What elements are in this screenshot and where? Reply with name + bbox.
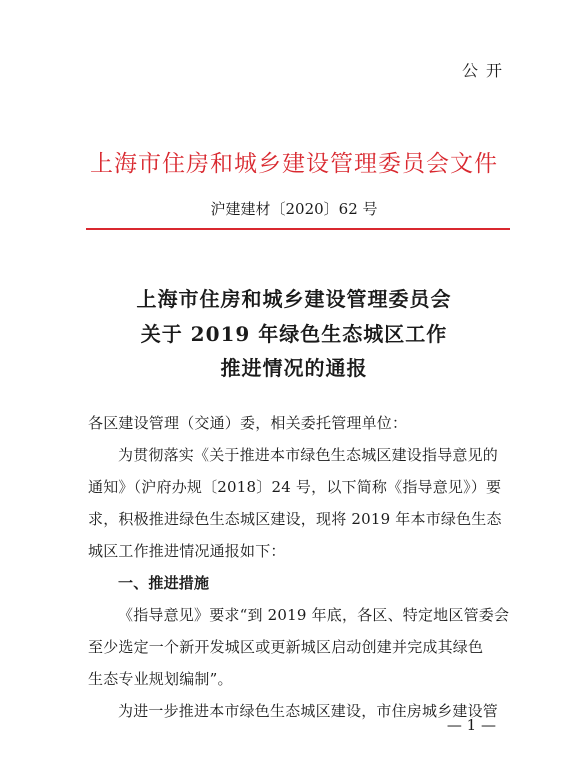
addressee: 各区建设管理（交通）委，相关委托管理单位： [88,414,408,432]
paragraph-line: 《指导意见》要求“到 2019 年底，各区、特定地区管委会 [118,606,510,624]
paragraph-line: 至少选定一个新开发城区或更新城区启动创建并完成其绿色 [88,638,484,656]
paragraph-line: 生态专业规划编制”。 [88,670,233,688]
paragraph-line: 通知》（沪府办规〔2018〕24 号，以下简称《指导意见》）要 [88,478,502,496]
document-number: 沪建建材〔2020〕62 号 [210,200,378,218]
paragraph-line: 求，积极推进绿色生态城区建设，现将 2019 年本市绿色生态 [88,510,502,528]
paragraph-line: 城区工作推进情况通报如下： [88,542,286,560]
paragraph-line: 为贯彻落实《关于推进本市绿色生态城区建设指导意见的 [118,446,499,464]
document-title-line-1: 上海市住房和城乡建设管理委员会 [136,287,452,311]
issuer-heading: 上海市住房和城乡建设管理委员会文件 [90,151,498,177]
disclosure-label: 公开 [461,61,510,80]
document-title-line-3: 推进情况的通报 [220,356,368,380]
paragraph-line: 为进一步推进本市绿色生态城区建设，市住房城乡建设管 [118,702,499,720]
document-title-line-2: 关于 2019 年绿色生态城区工作 [140,322,448,346]
section-heading: 一、推进措施 [118,574,210,592]
page-number: — 1 — [446,716,496,734]
red-divider-line [86,228,510,230]
